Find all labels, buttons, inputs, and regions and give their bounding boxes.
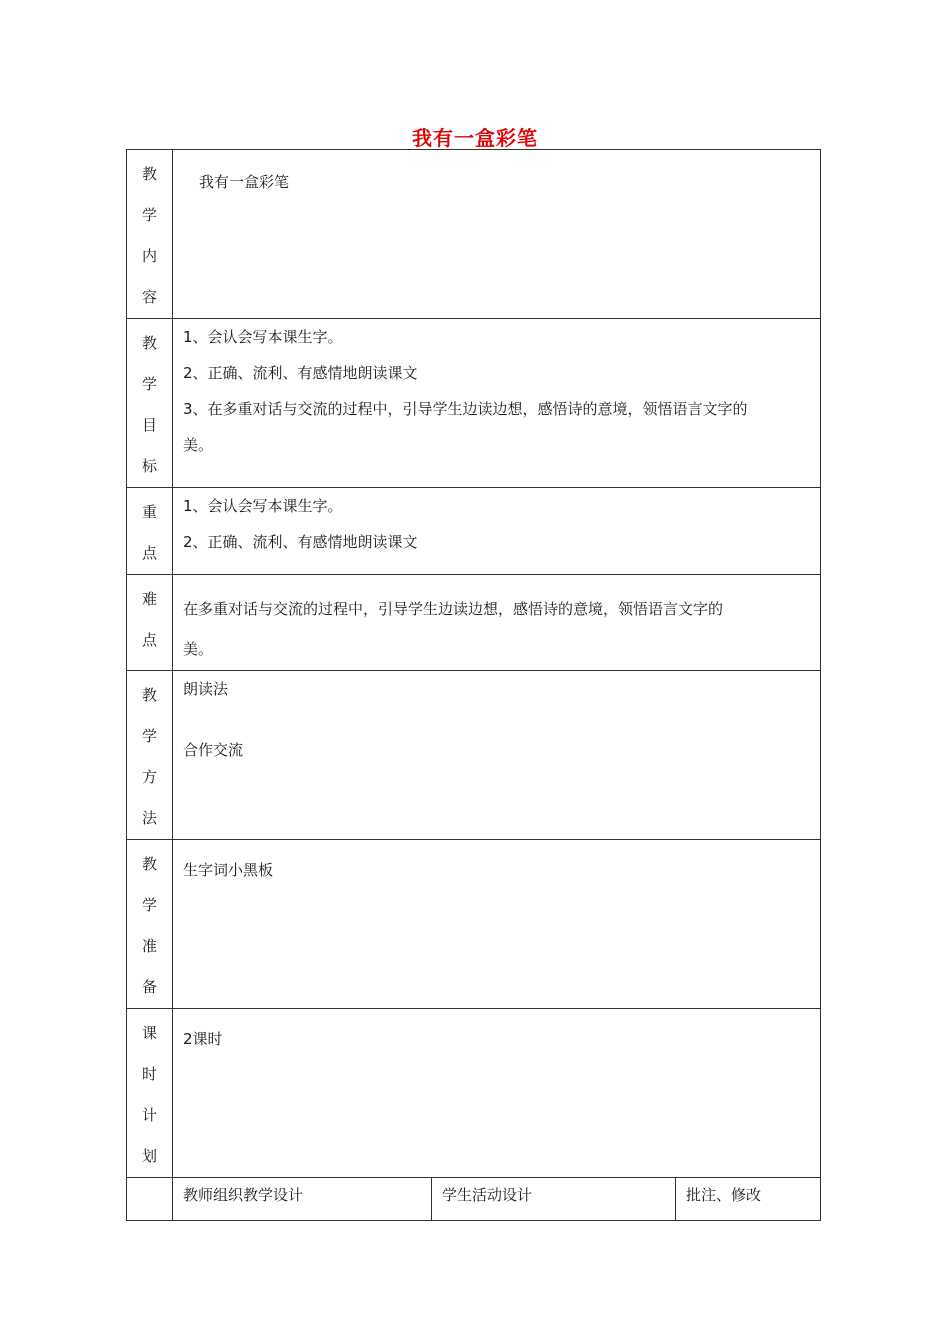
content-line: 在多重对话与交流的过程中，引导学生边读边想，感悟诗的意境，领悟语言文字的: [183, 600, 724, 618]
lesson-plan-table: [126, 149, 821, 1221]
content-line: 生字词小黑板: [183, 861, 274, 879]
row-difficulties: [127, 575, 821, 671]
row-objectives: [127, 319, 821, 488]
column-header-notes: 批注、修改: [676, 1178, 821, 1221]
column-header-teacher-design: 教师组织教学设计: [173, 1178, 432, 1221]
label-char: 容: [141, 288, 157, 306]
row-label: [127, 150, 173, 319]
row-label: [127, 1009, 173, 1178]
label-char: 计: [141, 1106, 157, 1124]
row-body: [173, 319, 821, 488]
label-char: 教: [141, 686, 157, 704]
label-char: 点: [141, 631, 157, 649]
label-char: 目: [141, 416, 157, 434]
label-char: 重: [141, 503, 157, 521]
content-line: 朗读法: [183, 680, 229, 698]
label-char: 学: [141, 896, 157, 914]
design-header-row: [127, 1178, 821, 1221]
content-line: 2、正确、流利、有感情地朗读课文: [183, 364, 418, 382]
label-char: 备: [141, 978, 157, 996]
label-char: 法: [141, 809, 157, 827]
label-char: 内: [141, 247, 157, 265]
row-content: [127, 150, 821, 319]
row-body: [173, 1009, 821, 1178]
label-char: 教: [141, 334, 157, 352]
label-char: 点: [141, 544, 157, 562]
content-line: 美。: [183, 436, 214, 454]
row-body: [173, 488, 821, 575]
label-char: 学: [141, 206, 157, 224]
row-schedule: [127, 1009, 821, 1178]
label-char: 准: [141, 937, 157, 955]
row-label: [127, 840, 173, 1009]
label-char: 学: [141, 727, 157, 745]
row-body: [173, 671, 821, 840]
row-label: [127, 575, 173, 671]
row-label: [127, 319, 173, 488]
label-char: 课: [141, 1024, 157, 1042]
empty-cell: [127, 1178, 173, 1221]
content-line: 我有一盒彩笔: [199, 173, 290, 191]
label-char: 划: [141, 1147, 157, 1165]
row-key-points: [127, 488, 821, 575]
row-body: [173, 840, 821, 1009]
row-label: [127, 671, 173, 840]
label-char: 教: [141, 165, 157, 183]
column-header-student-activity: 学生活动设计: [432, 1178, 676, 1221]
document-title: 我有一盒彩笔: [412, 126, 538, 150]
content-line: 3、在多重对话与交流的过程中，引导学生边读边想，感悟诗的意境，领悟语言文字的: [183, 400, 748, 418]
row-body: [173, 575, 821, 671]
row-preparation: [127, 840, 821, 1009]
label-char: 学: [141, 375, 157, 393]
content-line: 2课时: [183, 1030, 223, 1048]
content-line: 合作交流: [183, 741, 244, 759]
content-line: 1、会认会写本课生字。: [183, 328, 343, 346]
label-char: 难: [141, 590, 157, 608]
content-line: 1、会认会写本课生字。: [183, 497, 343, 515]
row-body: [173, 150, 821, 319]
label-char: 标: [141, 457, 157, 475]
label-char: 教: [141, 855, 157, 873]
label-char: 时: [141, 1065, 157, 1083]
content-line: 美。: [183, 640, 214, 658]
content-line: 2、正确、流利、有感情地朗读课文: [183, 533, 418, 551]
label-char: 方: [141, 768, 157, 786]
row-label: [127, 488, 173, 575]
row-methods: [127, 671, 821, 840]
